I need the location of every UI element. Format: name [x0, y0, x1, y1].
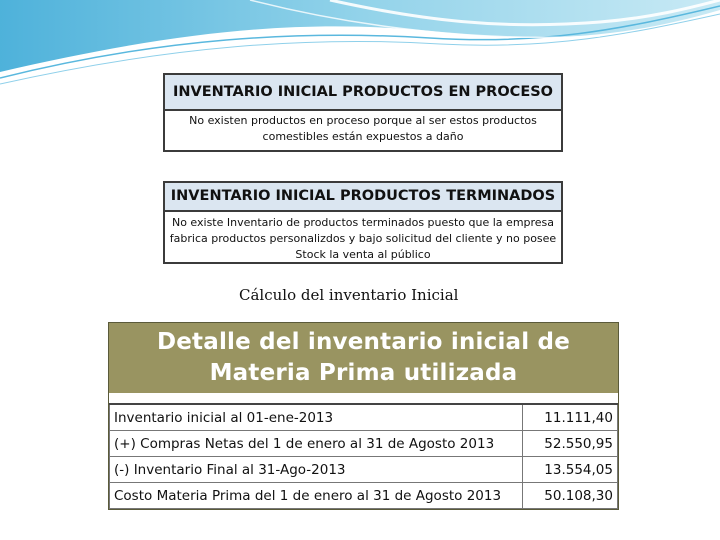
- inventario-terminados-title: INVENTARIO INICIAL PRODUCTOS TERMINADOS: [165, 183, 561, 212]
- table-row: [110, 457, 618, 483]
- row-value: 52.550,95: [523, 431, 618, 457]
- inventario-terminados-box: [163, 181, 563, 264]
- row-label: (-) Inventario Final al 31-Ago-2013: [110, 457, 523, 483]
- row-value: 11.111,40: [523, 404, 618, 431]
- row-value: 13.554,05: [523, 457, 618, 483]
- row-label: Inventario inicial al 01-ene-2013: [110, 404, 523, 431]
- inventario-proceso-title: INVENTARIO INICIAL PRODUCTOS EN PROCESO: [165, 75, 561, 111]
- table-row: [110, 404, 618, 431]
- inventario-terminados-text: No existe Inventario de productos terminados puesto que la empresa fabrica productos personalizdos y bajo solicitud del cliente y no posee Stock la venta al público: [169, 216, 557, 261]
- detalle-title: Detalle del inventario inicial de Materia Prima utilizada: [109, 323, 618, 393]
- row-value: 50.108,30: [523, 483, 618, 509]
- inventario-proceso-text: No existen productos en proceso porque al ser estos productos comestibles están expuestos a daño: [189, 114, 537, 143]
- detalle-materia-prima-table: [108, 322, 619, 510]
- inventario-proceso-box: [163, 73, 563, 152]
- detalle-rows: [109, 403, 618, 509]
- row-label: Costo Materia Prima del 1 de enero al 31 de Agosto 2013: [110, 483, 523, 509]
- row-label: (+) Compras Netas del 1 de enero al 31 de Agosto 2013: [110, 431, 523, 457]
- table-row: [110, 431, 618, 457]
- table-row: [110, 483, 618, 509]
- calculo-caption: Cálculo del inventario Inicial: [239, 286, 459, 304]
